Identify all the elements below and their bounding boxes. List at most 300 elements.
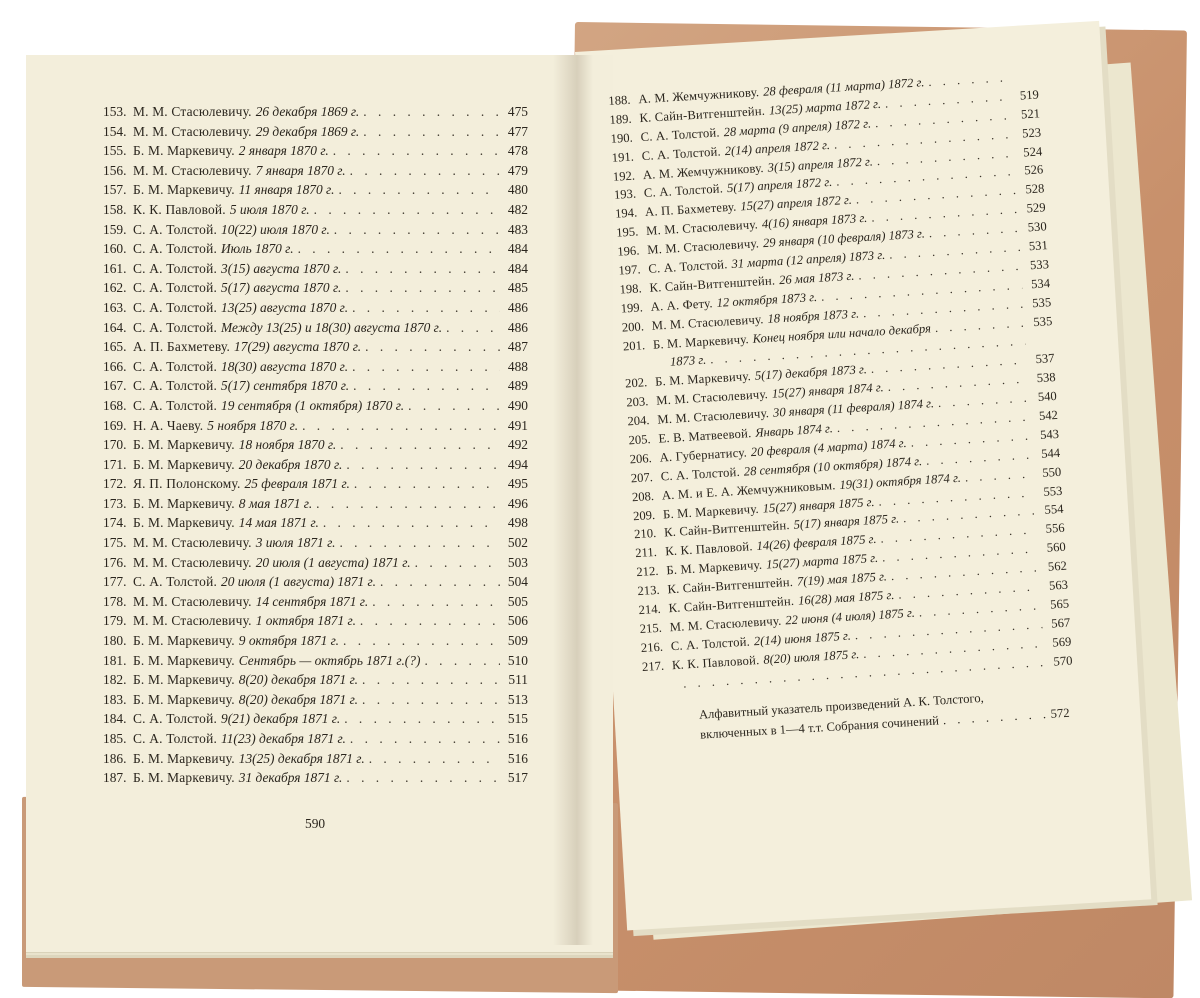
entry-page: 521: [1020, 106, 1041, 122]
entry-number: 166.: [103, 358, 127, 374]
entry-date: 20 июля (1 августа) 1871 г.: [221, 574, 376, 590]
entry-number: 211.: [634, 545, 658, 561]
entry-date: 30 января (11 февраля) 1874 г.: [772, 396, 935, 420]
entry-recipient: С. А. Толстой.: [133, 241, 217, 257]
leader-dots: [342, 457, 500, 473]
entry-date: Между 13(25) и 18(30) августа 1870 г.: [221, 319, 443, 335]
entry-number: 189.: [609, 111, 632, 127]
toc-entry: [103, 770, 528, 790]
entry-date: 11 января 1870 г.: [238, 182, 335, 198]
toc-entry: [103, 633, 528, 653]
leader-dots: [358, 672, 500, 688]
entry-page: 479: [507, 162, 528, 178]
entry-date: 19 сентября (1 октября) 1870 г.: [221, 397, 405, 413]
entry-page: 517: [507, 770, 528, 786]
entry-date: 10(22) июля 1870 г.: [221, 221, 330, 237]
leader-dots: [442, 320, 500, 336]
entry-recipient: М. М. Стасюлевичу.: [656, 406, 770, 427]
entry-number: 169.: [103, 417, 127, 433]
entry-page: 544: [1040, 445, 1061, 461]
toc-entry: [103, 496, 528, 516]
entry-number: 190.: [610, 130, 634, 146]
entry-number: 217.: [641, 658, 665, 674]
entry-date: 15(27) января 1874 г.: [771, 380, 885, 402]
entry-page: 494: [507, 456, 528, 472]
entry-recipient: М. М. Стасюлевичу.: [133, 535, 252, 551]
entry-page: 477: [507, 123, 528, 139]
entry-recipient: Б. М. Маркевичу.: [133, 182, 235, 198]
index-note-line1: Алфавитный указатель произведений А. К. Толстого,: [698, 690, 985, 722]
entry-page: 523: [1021, 125, 1042, 141]
entry-page: 535: [1031, 294, 1052, 310]
entry-number: 179.: [103, 613, 127, 629]
entry-recipient: С. А. Толстой.: [640, 125, 721, 144]
entry-page: 511: [508, 672, 528, 688]
entry-recipient: С. А. Толстой.: [643, 181, 724, 201]
entry-number: 208.: [631, 488, 655, 504]
entry-recipient: А. М. Жемчужникову.: [642, 160, 765, 182]
entry-page: 515: [507, 711, 528, 727]
entry-page: 570: [1053, 653, 1073, 669]
entry-recipient: Б. М. Маркевичу.: [133, 143, 235, 159]
entry-recipient: М. М. Стасюлевичу.: [651, 311, 764, 333]
entry-page: 498: [507, 515, 528, 531]
entry-date: 26 декабря 1869 г.: [255, 104, 360, 119]
entry-recipient: С. А. Толстой.: [133, 397, 217, 413]
entry-number: 198.: [619, 281, 643, 297]
leader-dots: [960, 466, 1033, 485]
entry-date: 3(15) апреля 1872 г.: [767, 153, 874, 175]
toc-entry: [103, 339, 528, 359]
toc-entry: [103, 574, 528, 594]
entry-date: 15(27) апреля 1872 г.: [739, 193, 853, 214]
entry-recipient: Б. М. Маркевичу.: [133, 750, 235, 766]
entry-number: 194.: [614, 205, 638, 222]
leader-dots: [342, 770, 500, 786]
entry-date: Сентябрь — октябрь 1871 г.(?): [238, 652, 421, 668]
leader-dots: [312, 496, 500, 512]
entry-recipient: Б. М. Маркевичу.: [133, 456, 235, 472]
entry-number: 181.: [103, 652, 127, 668]
entry-page: 553: [1043, 483, 1063, 499]
leader-dots: [339, 633, 500, 649]
entry-page: 484: [507, 241, 528, 257]
toc-entry: [103, 300, 528, 320]
entry-number: 212.: [636, 564, 659, 580]
entry-page: 513: [507, 691, 528, 707]
entry-recipient: М. М. Стасюлевичу.: [133, 593, 252, 609]
entry-number: 153.: [103, 104, 127, 119]
entry-recipient: А. П. Бахметеву.: [133, 339, 231, 355]
toc-entry: [103, 594, 528, 614]
entry-date: 15(27) марта 1875 г.: [765, 551, 879, 572]
entry-number: 202.: [624, 375, 648, 391]
entry-page: 488: [507, 358, 528, 374]
entry-number: 157.: [103, 182, 127, 198]
leader-dots: [368, 594, 500, 610]
leader-dots: [346, 163, 500, 179]
leader-dots: [336, 437, 500, 453]
entry-date: 28 сентября (10 октября) 1874 г.: [743, 453, 923, 479]
entry-recipient: Е. В. Матвеевой.: [658, 426, 752, 446]
index-note-page: 572: [1050, 705, 1070, 721]
entry-number: 192.: [612, 168, 636, 184]
entry-number: 188.: [608, 92, 631, 108]
entry-number: 160.: [103, 241, 127, 257]
entry-page: 486: [507, 299, 528, 315]
entry-recipient: С. А. Толстой.: [133, 731, 217, 746]
entry-number: 176.: [103, 554, 127, 570]
entry-date: 5(17) августа 1870 г.: [221, 280, 342, 296]
entry-number: 209.: [632, 507, 656, 523]
entry-date: 8(20) декабря 1871 г.: [238, 691, 358, 707]
entry-recipient: М. М. Стасюлевичу.: [669, 613, 782, 635]
entry-page: 492: [507, 437, 528, 453]
entry-number: 174.: [103, 515, 127, 531]
entry-page: 542: [1038, 407, 1059, 424]
entry-date: 18(30) августа 1870 г.: [221, 358, 349, 374]
entry-recipient: К. Сайн-Витгенштейн.: [663, 518, 791, 540]
leader-dots: [298, 418, 500, 434]
entry-number: 214.: [638, 601, 662, 618]
leader-dots: [356, 613, 500, 629]
entry-date: 28 марта (9 апреля) 1872 г.: [723, 116, 872, 139]
entry-page: 567: [1050, 615, 1071, 631]
leader-dots: [350, 476, 500, 492]
entry-number: 180.: [103, 633, 127, 649]
entry-recipient: М. М. Стасюлевичу.: [655, 387, 769, 408]
entry-date: 14 мая 1871 г.: [238, 515, 319, 531]
entry-page: 478: [507, 143, 528, 159]
entry-number: 197.: [618, 262, 641, 278]
entry-page: 554: [1044, 502, 1064, 518]
toc-entry: [103, 280, 528, 300]
entry-number: 196.: [616, 243, 640, 259]
entry-number: 207.: [630, 469, 654, 486]
entry-date: Конец ноября или начало декабря: [752, 320, 932, 346]
entry-recipient: Б. М. Маркевичу.: [133, 770, 235, 786]
entry-page: 510: [507, 652, 528, 668]
entry-recipient: С. А. Толстой.: [670, 634, 751, 654]
entry-recipient: А. А. Фету.: [650, 295, 714, 314]
toc-entry: [103, 182, 528, 202]
entry-page: 529: [1026, 200, 1046, 216]
entry-page: 491: [507, 417, 528, 433]
entry-date: 5(17) января 1875 г.: [793, 511, 900, 533]
leader-dots: [335, 535, 500, 551]
entry-number: 187.: [103, 770, 127, 786]
entry-date: 20 декабря 1870 г.: [238, 456, 343, 472]
entry-number: 171.: [103, 456, 127, 472]
toc-entry: [103, 672, 528, 692]
toc-entry: [103, 692, 528, 712]
entry-date: 14(26) февраля 1875 г.: [756, 532, 877, 554]
right-table-of-contents: [608, 68, 1076, 747]
entry-recipient: М. М. Стасюлевичу.: [133, 613, 252, 629]
leader-dots: [341, 280, 500, 296]
entry-number: 204.: [627, 413, 650, 429]
leader-dots: [329, 143, 500, 159]
entry-date: 5(17) сентября 1870 г.: [221, 378, 350, 394]
entry-page: 516: [507, 750, 528, 766]
entry-recipient: К. К. Павловой.: [671, 652, 760, 672]
entry-date: Июль 1870 г.: [221, 241, 294, 257]
entry-page: 528: [1025, 181, 1045, 197]
entry-number: 205.: [628, 432, 652, 448]
toc-entry: [103, 457, 528, 477]
entry-recipient: Б. М. Маркевичу.: [133, 691, 235, 707]
entry-date: 13(25) августа 1870 г.: [221, 299, 349, 315]
entry-number: 186.: [103, 750, 127, 766]
entry-date: 3 июля 1871 г.: [255, 535, 336, 551]
entry-date: 2 января 1870 г.: [238, 143, 329, 159]
entry-number: 182.: [103, 672, 127, 688]
entry-page: 485: [507, 280, 528, 296]
toc-entry: [103, 320, 528, 340]
entry-date: 31 марта (12 апреля) 1873 г.: [731, 247, 886, 271]
leader-dots: [365, 751, 500, 767]
entry-number: 210.: [633, 526, 657, 542]
entry-page: 540: [1037, 389, 1058, 405]
entry-page: 490: [507, 397, 528, 413]
entry-page: 503: [507, 554, 528, 570]
entry-recipient: С. А. Толстой.: [133, 358, 217, 374]
entry-recipient: С. А. Толстой.: [133, 260, 217, 276]
entry-number: 213.: [637, 582, 660, 599]
entry-page: 569: [1051, 634, 1072, 650]
toc-entry: [103, 711, 528, 731]
entry-date: 15(27) января 1875 г.: [762, 494, 875, 516]
toc-entry: [103, 241, 528, 261]
entry-recipient: Б. М. Маркевичу.: [654, 369, 752, 390]
entry-recipient: К. Сайн-Витгенштейн.: [649, 273, 776, 295]
entry-date: 2(14) июня 1875 г.: [753, 628, 852, 649]
toc-entry: [103, 731, 528, 751]
entry-page: 483: [507, 221, 528, 237]
entry-number: 177.: [103, 574, 127, 590]
entry-date: 8(20) июля 1875 г.: [762, 646, 860, 667]
entry-date: 7 января 1870 г.: [255, 162, 346, 178]
entry-date: 29 января (10 февраля) 1873 г.: [762, 226, 926, 251]
entry-recipient: Б. М. Маркевичу.: [133, 515, 235, 531]
entry-recipient: Б. М. Маркевичу.: [133, 633, 235, 649]
entry-number: 158.: [103, 201, 127, 217]
leader-dots: [404, 398, 500, 414]
entry-recipient: М. М. Стасюлевичу.: [133, 123, 252, 139]
toc-entry: [103, 515, 528, 535]
entry-number: 161.: [103, 260, 127, 276]
entry-date: 5 ноября 1870 г.: [207, 417, 299, 433]
entry-recipient: Н. А. Чаеву.: [133, 417, 204, 433]
entry-number: 200.: [621, 318, 645, 335]
leader-dots: [358, 692, 500, 708]
entry-page: 534: [1030, 275, 1051, 292]
entry-number: 199.: [620, 300, 644, 316]
entry-recipient: С. А. Толстой.: [133, 319, 217, 335]
entry-recipient: Б. М. Маркевичу.: [662, 501, 760, 522]
entry-recipient: А. М. Жемчужникову.: [637, 85, 760, 107]
entry-number: 183.: [103, 691, 127, 707]
entry-recipient: Б. М. Маркевичу.: [652, 331, 750, 352]
entry-number: 178.: [103, 593, 127, 609]
entry-date: 5(17) декабря 1873 г.: [754, 362, 868, 384]
entry-recipient: С. А. Толстой.: [133, 221, 217, 237]
entry-date: 18 ноября 1870 г.: [238, 437, 337, 453]
toc-entry: [103, 613, 528, 633]
entry-page: 524: [1022, 143, 1043, 160]
entry-recipient: А. Губернатису.: [659, 445, 748, 465]
entry-recipient: М. М. Стасюлевичу.: [133, 104, 252, 119]
leader-dots: [359, 104, 500, 120]
leader-dots: [334, 182, 500, 198]
entry-number: 170.: [103, 437, 127, 453]
entry-number: 173.: [103, 495, 127, 511]
entry-number: 201.: [622, 337, 646, 354]
toc-entry: [103, 143, 528, 163]
leader-dots: [361, 339, 500, 355]
toc-entry: [103, 751, 528, 771]
toc-entry: [103, 476, 528, 496]
entry-date: 7(19) мая 1875 г.: [796, 569, 888, 589]
entry-date: 4(16) января 1873 г.: [761, 211, 868, 232]
entry-date: 20 июля (1 августа) 1871 г.: [255, 554, 411, 570]
entry-page: 505: [507, 593, 528, 609]
entry-recipient: Б. М. Маркевичу.: [133, 672, 235, 688]
entry-number: 154.: [103, 123, 127, 139]
entry-page: 495: [507, 476, 528, 492]
entry-recipient: К. Сайн-Витгенштейн.: [667, 575, 794, 597]
entry-page: 482: [507, 201, 528, 217]
entry-page: 475: [507, 104, 528, 119]
index-note-line2: включенных в 1—4 т.т. Собрания сочинений: [699, 712, 940, 742]
entry-recipient: Б. М. Маркевичу.: [665, 557, 763, 578]
entry-recipient: М. М. Стасюлевичу.: [133, 162, 252, 178]
entry-date: 14 сентября 1871 г.: [255, 593, 369, 609]
entry-page: 543: [1039, 426, 1060, 442]
entry-date: 13(25) декабря 1871 г.: [238, 750, 365, 766]
leader-dots: [341, 261, 500, 277]
entry-page: 560: [1046, 539, 1067, 556]
leader-dots: [376, 574, 500, 590]
leader-dots: [330, 222, 500, 238]
toc-entry: [103, 124, 528, 144]
entry-number: 164.: [103, 319, 127, 335]
leader-dots: [294, 241, 500, 257]
entry-recipient: К. К. Павловой.: [133, 201, 226, 217]
entry-page: [1010, 79, 1038, 81]
entry-page: 565: [1049, 596, 1070, 612]
entry-page: 530: [1027, 219, 1048, 235]
entry-date: 5(17) апреля 1872 г.: [726, 175, 833, 196]
leader-dots: [319, 515, 500, 531]
leader-dots: [349, 378, 500, 394]
entry-page: [1026, 343, 1054, 345]
entry-date: 2(14) апреля 1872 г.: [724, 137, 831, 158]
entry-date: 20 февраля (4 марта) 1874 г.: [750, 435, 908, 460]
toc-entry: [103, 437, 528, 457]
entry-page: 556: [1045, 521, 1065, 537]
entry-number: 216.: [640, 639, 664, 655]
leader-dots: [340, 711, 500, 727]
entry-page: 535: [1032, 313, 1053, 329]
entry-recipient: С. А. Толстой.: [133, 711, 217, 727]
entry-number: 172.: [103, 476, 127, 492]
entry-page: 516: [507, 731, 528, 746]
leader-dots: [359, 124, 500, 140]
entry-number: 191.: [611, 149, 635, 165]
entry-date: 19(31) октября 1874 г.: [839, 470, 962, 492]
entry-recipient: А. М. и Е. А. Жемчужниковым.: [661, 477, 836, 503]
entry-date: 1 октября 1871 г.: [255, 613, 356, 629]
toc-entry: [103, 261, 528, 281]
leader-dots: [346, 731, 500, 747]
entry-page: 506: [507, 613, 528, 629]
entry-date: 1873 г.: [669, 353, 707, 370]
entry-number: 167.: [103, 378, 127, 394]
toc-entry: [103, 653, 528, 673]
entry-number: 185.: [103, 731, 127, 746]
entry-date: 13(25) марта 1872 г.: [768, 96, 882, 118]
entry-date: 25 февраля 1871 г.: [244, 476, 350, 492]
entry-number: 195.: [615, 224, 639, 240]
entry-page: 496: [507, 495, 528, 511]
toc-entry: [103, 222, 528, 242]
entry-number: 203.: [625, 394, 649, 410]
page-number: 590: [305, 816, 326, 831]
entry-page: 550: [1041, 464, 1062, 480]
entry-date: 9(21) декабря 1871 г.: [221, 711, 341, 727]
entry-date: 29 декабря 1869 г.: [255, 123, 360, 139]
entry-recipient: М. М. Стасюлевичу.: [133, 554, 252, 570]
leader-dots: [310, 202, 500, 218]
leader-dots: [411, 555, 500, 571]
entry-number: 184.: [103, 711, 127, 727]
entry-number: 155.: [103, 143, 127, 159]
entry-recipient: С. А. Толстой.: [660, 464, 741, 484]
entry-page: 484: [507, 260, 528, 276]
leader-dots: [420, 653, 500, 669]
leader-dots: [348, 359, 500, 375]
left-table-of-contents: [103, 104, 528, 790]
entry-page: 519: [1019, 87, 1040, 103]
entry-page: 504: [507, 574, 528, 590]
entry-page: 487: [507, 339, 528, 355]
entry-page: 480: [507, 182, 528, 198]
entry-number: 163.: [103, 299, 127, 315]
entry-recipient: С. А. Толстой.: [133, 378, 217, 394]
entry-date: 28 февраля (11 марта) 1872 г.: [762, 75, 925, 99]
entry-page: 563: [1048, 577, 1069, 593]
toc-entry: [103, 359, 528, 379]
entry-recipient: С. А. Толстой.: [133, 280, 217, 296]
book-gutter: [553, 55, 593, 945]
entry-date: 8(20) декабря 1871 г.: [238, 672, 358, 688]
entry-page: 526: [1023, 162, 1044, 178]
entry-date: 18 ноября 1873 г.: [767, 306, 860, 326]
entry-date: 16(28) мая 1875 г.: [797, 587, 895, 608]
entry-number: 215.: [639, 620, 663, 636]
toc-entry: [103, 163, 528, 183]
entry-number: 165.: [103, 339, 127, 355]
entry-number: 162.: [103, 280, 127, 296]
entry-date: 5 июля 1870 г.: [229, 201, 310, 217]
entry-page: 531: [1028, 238, 1049, 254]
entry-number: 156.: [103, 162, 127, 178]
entry-page: 502: [507, 535, 528, 551]
entry-page: 489: [507, 378, 528, 394]
entry-recipient: Б. М. Маркевичу.: [133, 652, 235, 668]
entry-date: 22 июня (4 июля) 1875 г.: [784, 605, 916, 628]
